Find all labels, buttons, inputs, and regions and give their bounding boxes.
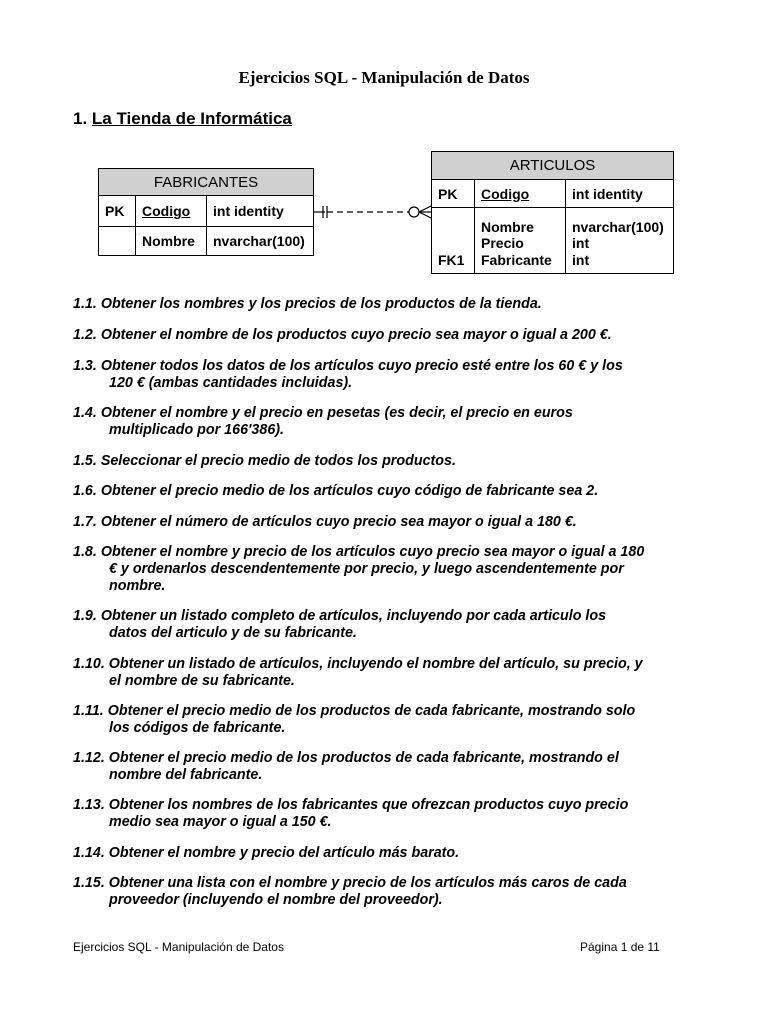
exercise-1-2 — [73, 327, 739, 344]
articulos-type-precio: int — [572, 235, 590, 251]
exercise-line: 120 € (ambas cantidades incluidas). — [109, 375, 353, 391]
relationship-connector — [313, 200, 433, 224]
exercise-1-15 — [73, 875, 739, 909]
footer-document-name: Ejercicios SQL - Manipulación de Datos — [73, 940, 284, 954]
articulos-types-cell — [566, 208, 674, 274]
exercise-line: 1.11. Obtener el precio medio de los productos de cada fabricante, mostrando solo — [73, 703, 636, 719]
articulos-fk-label: FK1 — [432, 208, 475, 274]
exercise-line: medio sea mayor o igual a 150 €. — [109, 814, 332, 830]
exercise-line: 1.1. Obtener los nombres y los precios de los productos de la tienda. — [73, 296, 542, 312]
exercise-line: 1.2. Obtener el nombre de los productos cuyo precio sea mayor o igual a 200 €. — [73, 327, 612, 343]
articulos-col-fabricante: Fabricante — [481, 251, 552, 268]
relationship-crowfoot-bottom — [419, 212, 431, 218]
exercise-1-14 — [73, 845, 739, 862]
fabricantes-type-codigo: int identity — [207, 196, 314, 227]
exercise-line: 1.10. Obtener un listado de artículos, incluyendo el nombre del artículo, su precio, y — [73, 656, 643, 672]
articulos-type-codigo: int identity — [566, 180, 674, 208]
exercise-line: multiplicado por 166'386). — [109, 422, 285, 438]
articulos-type-fabricante: int — [572, 251, 590, 268]
exercise-line: 1.13. Obtener los nombres de los fabricantes que ofrezcan productos cuyo precio — [73, 797, 629, 813]
articulos-type-nombre: nvarchar(100) — [572, 218, 664, 235]
exercise-1-3 — [73, 358, 739, 392]
relationship-crowfoot-top — [419, 206, 431, 212]
exercise-1-11 — [73, 703, 739, 737]
articulos-pk-label: PK — [432, 180, 475, 208]
articulos-table-name: ARTICULOS — [432, 152, 674, 180]
exercise-1-8 — [73, 544, 739, 595]
exercise-1-6 — [73, 483, 739, 500]
document-title: Ejercicios SQL - Manipulación de Datos — [238, 68, 530, 87]
exercise-1-13 — [73, 797, 739, 831]
exercise-line: 1.14. Obtener el nombre y precio del artículo más barato. — [73, 845, 460, 861]
exercise-line: 1.9. Obtener un listado completo de artículos, incluyendo por cada articulo los — [73, 608, 607, 624]
articulos-col-precio: Precio — [481, 235, 524, 251]
articulos-table — [431, 151, 674, 274]
articulos-columns-cell — [475, 208, 566, 274]
exercise-line: los códigos de fabricante. — [109, 720, 286, 736]
exercise-1-10 — [73, 656, 739, 690]
exercise-line: € y ordenarlos descendentemente por precio, y luego ascendentemente por — [109, 561, 624, 577]
exercise-1-9 — [73, 608, 739, 642]
exercise-line: proveedor (incluyendo el nombre del proveedor). — [109, 892, 443, 908]
exercise-line: nombre del fabricante. — [109, 767, 263, 783]
exercise-line: datos del articulo y de su fabricante. — [109, 625, 357, 641]
exercise-1-4 — [73, 405, 739, 439]
exercise-line: 1.15. Obtener una lista con el nombre y precio de los artículos más caros de cada — [73, 875, 627, 891]
exercise-line: 1.5. Seleccionar el precio medio de todos los productos. — [73, 453, 456, 469]
fabricantes-key-empty — [99, 227, 136, 256]
fabricantes-table — [98, 168, 314, 256]
exercise-line: 1.8. Obtener el nombre y precio de los artículos cuyo precio sea mayor o igual a 180 — [73, 544, 645, 560]
exercise-line: 1.12. Obtener el precio medio de los productos de cada fabricante, mostrando el — [73, 750, 619, 766]
fabricantes-col-nombre: Nombre — [136, 227, 207, 256]
section-number: 1. — [73, 109, 88, 128]
articulos-col-nombre: Nombre — [481, 218, 534, 235]
footer-page-number: Página 1 de 11 — [580, 940, 660, 954]
exercise-line: 1.6. Obtener el precio medio de los artículos cuyo código de fabricante sea 2. — [73, 483, 599, 499]
exercise-line: 1.4. Obtener el nombre y el precio en pesetas (es decir, el precio en euros — [73, 405, 573, 421]
fabricantes-table-name: FABRICANTES — [99, 169, 314, 196]
exercise-line: 1.3. Obtener todos los datos de los artículos cuyo precio esté entre los 60 € y los — [73, 358, 623, 374]
fabricantes-col-codigo: Codigo — [136, 196, 207, 227]
relationship-zero-circle — [409, 207, 419, 217]
section-heading — [73, 109, 292, 129]
fabricantes-type-nombre: nvarchar(100) — [207, 227, 314, 256]
exercise-1-12 — [73, 750, 739, 784]
fabricantes-pk-label: PK — [99, 196, 136, 227]
section-title: La Tienda de Informática — [91, 109, 292, 128]
exercise-line: el nombre de su fabricante. — [109, 673, 295, 689]
exercise-1-7 — [73, 514, 739, 531]
exercise-line: nombre. — [109, 578, 166, 594]
articulos-col-codigo: Codigo — [475, 180, 566, 208]
exercise-line: 1.7. Obtener el número de artículos cuyo precio sea mayor o igual a 180 €. — [73, 514, 577, 530]
exercise-1-5 — [73, 453, 739, 470]
exercise-1-1 — [73, 296, 739, 313]
